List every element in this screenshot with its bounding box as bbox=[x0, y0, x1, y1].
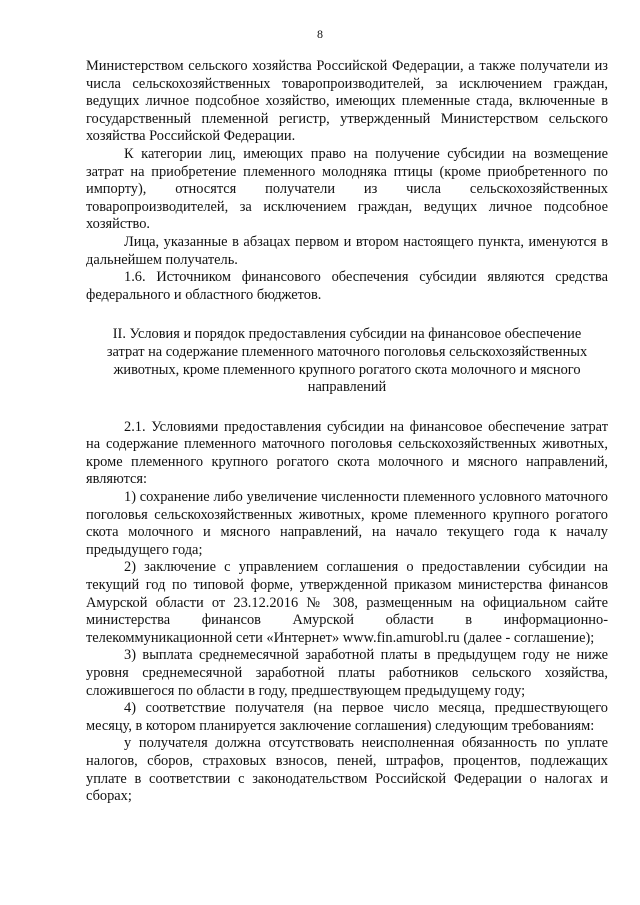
paragraph-poultry-eligibility: К категории лиц, имеющих право на получение субсидии на возмещение затрат на приобретение племенного молодняка птицы (кроме приобретенного по импорту), относятся получатели из числа сельскохозяйственных товаропроизводителей, за исключением граждан, ведущих личное подсобное хозяйство. bbox=[86, 145, 608, 233]
condition-item-4: 4) соответствие получателя (на первое число месяца, предшествующего месяцу, в котором планируется заключение соглашения) следующим требованиям: bbox=[86, 700, 608, 734]
paragraph-1-6-funding-source: 1.6. Источником финансового обеспечения субсидии являются средства федерального и областного бюджетов. bbox=[86, 269, 608, 303]
paragraph-recipient-definition: Лица, указанные в абзацах первом и втором настоящего пункта, именуются в дальнейшем получатель. bbox=[86, 233, 608, 268]
section-heading-text: II. Условия и порядок предоставления субсидии на финансовое обеспечение затрат на содержание племенного маточного поголовья сельскохозяйственных животных, кроме племенного крупного рогатого скота молочного и мясного направлений bbox=[106, 326, 588, 396]
document-body bbox=[86, 58, 608, 806]
section-heading bbox=[106, 326, 588, 396]
paragraph-2-1-conditions: 2.1. Условиями предоставления субсидии на финансовое обеспечение затрат на содержание племенного маточного поголовья сельскохозяйственных животных, кроме племенного крупного рогатого скота молочного и мясного направлений, являются: bbox=[86, 418, 608, 488]
condition-item-1: 1) сохранение либо увеличение численности племенного условного маточного поголовья сельскохозяйственных животных, кроме племенного крупного рогатого скота молочного и мясного направлений, на начало текущего года к началу предыдущего года; bbox=[86, 489, 608, 558]
paragraph-continuation: Министерством сельского хозяйства Российской Федерации, а также получатели из числа сельскохозяйственных товаропроизводителей, за исключением граждан, ведущих личное подсобное хозяйство, имеющих племенные стада, включенные в государственный племенной регистр, утвержденный Министерством сельского хозяйства Российской Федерации. bbox=[86, 58, 608, 145]
condition-item-2: 2) заключение с управлением соглашения о предоставлении субсидии на текущий год по типовой форме, утвержденной приказом министерства финансов Амурской области от 23.12.2016 № 308, размещенным на официальном сайте министерства финансов Амурской области в информационно-телекоммуникационной сети «Интернет» www.fin.amurobl.ru (далее - соглашение); bbox=[86, 559, 608, 646]
requirement-no-tax-debt: у получателя должна отсутствовать неисполненная обязанность по уплате налогов, сборов, страховых взносов, пеней, штрафов, процентов, подлежащих уплате в соответствии с законодательством Российской Федерации о налогах и сборах; bbox=[86, 735, 608, 805]
condition-item-3: 3) выплата среднемесячной заработной платы в предыдущем году не ниже уровня среднемесячной заработной платы работников сельского хозяйства, сложившегося по области в году, предшествующем предыдущему году; bbox=[86, 647, 608, 699]
page-number: 8 bbox=[317, 27, 323, 41]
